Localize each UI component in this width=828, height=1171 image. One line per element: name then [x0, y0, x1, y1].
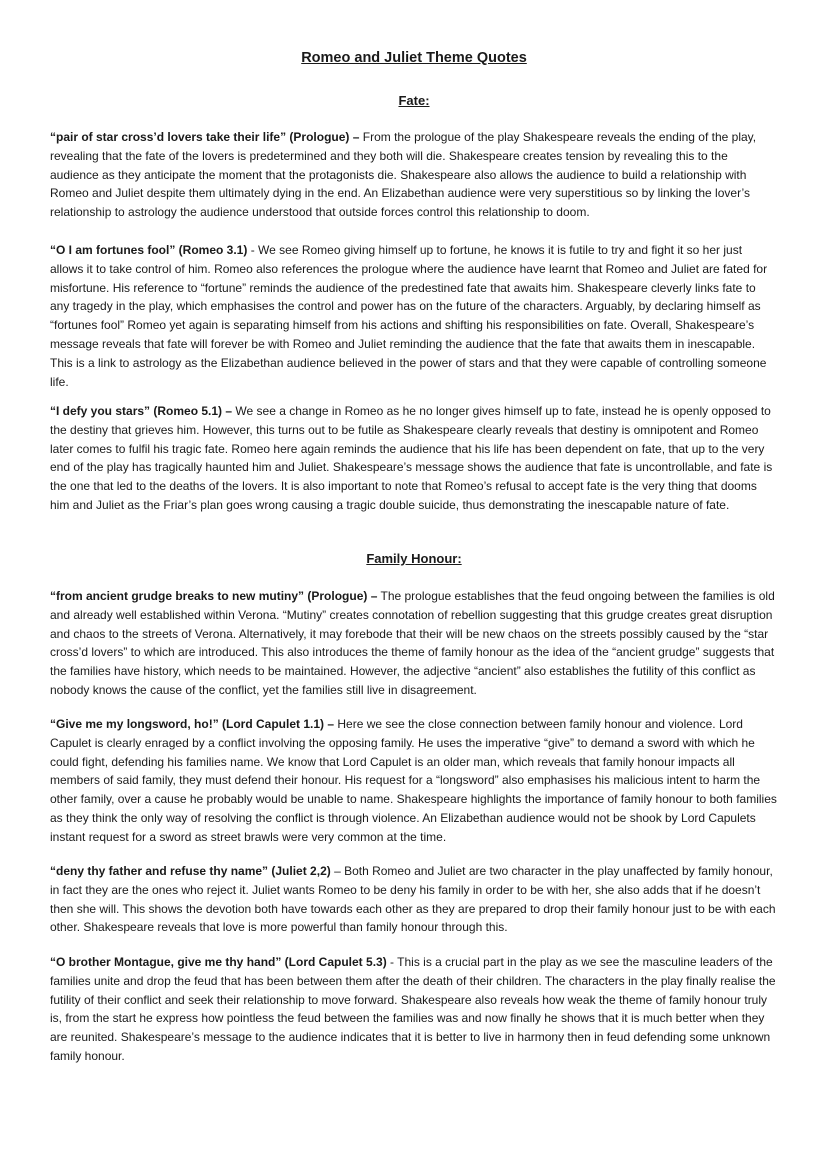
analysis-text: - This is a crucial part in the play as we see the masculine leaders of the families unite and drop the feud that has been between them after the death of their children. The characters in the play finally realise the futility of their conflict and seek their relationship to move forward. Shakespeare also reveals how weak the theme of family honour truly is, from the start he express how pointless the feud between the families was and now finally he shows that it is much better when they are reunited. Shakespeare’s message to the audience indicates that it is better to live in harmony then in feud defending some unknown family honour. [50, 955, 776, 1063]
quote-text: “O I am fortunes fool” (Romeo 3.1) [50, 243, 248, 257]
quote-paragraph [50, 862, 778, 937]
section-heading-fate: Fate: [398, 93, 430, 108]
quote-paragraph [50, 587, 778, 700]
quote-paragraph [50, 241, 778, 391]
quote-paragraph [50, 128, 778, 222]
quote-text: “O brother Montague, give me thy hand” (Lord Capulet 5.3) [50, 955, 387, 969]
analysis-text: We see a change in Romeo as he no longer gives himself up to fate, instead he is openly opposed to the destiny that grieves him. However, this turns out to be futile as Shakespeare clearly reveals that destiny is omnipotent and Romeo later comes to fulfil his tragic fate. Romeo here again reminds the audience that his life has been dependent on fate, that up to the very end of the play has tragically haunted him and Juliet. Shakespeare’s message shows the audience that fate is uncontrollable, and fate is the one that led to the deaths of the lovers. It is also important to note that Romeo’s refusal to accept fate is the very thing that dooms him and Juliet as the Friar’s plan goes wrong causing a tragic double suicide, thus demonstrating the inescapable nature of fate. [50, 404, 773, 512]
quote-text: “I defy you stars” (Romeo 5.1) – [50, 404, 233, 418]
quote-text: “Give me my longsword, ho!” (Lord Capulet 1.1) – [50, 717, 335, 731]
quote-paragraph [50, 402, 778, 515]
quote-paragraph [50, 715, 778, 847]
analysis-text: The prologue establishes that the feud ongoing between the families is old and already well established within Verona. “Mutiny” creates connotation of rebellion suggesting that this grudge creates great disruption and chaos to the streets of Verona. Alternatively, it may forebode that their will be new chaos on the streets possibly caused by the “star cross’d lovers” to which are introduced. This also introduces the theme of family honour as the idea of the “ancient grudge” suggests that the families have history, which needs to be maintained. However, the adjective “ancient” also establishes the futility of this conflict as nobody knows the cause of the conflict, yet the families still live in disagreement. [50, 589, 775, 697]
section-heading-family-honour: Family Honour: [366, 551, 462, 566]
quote-text: “from ancient grudge breaks to new mutiny” (Prologue) – [50, 589, 378, 603]
analysis-text: - We see Romeo giving himself up to fortune, he knows it is futile to try and fight it so her just allows it to take control of him. Romeo also references the prologue where the audience have learnt that Romeo and Juliet are fated for misfortune. His reference to “fortune” reminds the audience of the predestined fate that awaits him. Shakespeare cleverly links fate to any tragedy in the play, which emphasises the control and power has on the future of the characters. Arguably, by declaring himself as “fortunes fool” Romeo yet again is separating himself from his actions and shifting his responsibilities on fate. Overall, Shakespeare’s message reveals that fate will forever be with Romeo and Juliet reminding the audience that the fate that awaits them in inescapable. This is a link to astrology as the Elizabethan audience believed in the power of stars and that they were capable of controlling someone life. [50, 243, 768, 389]
quote-text: “pair of star cross’d lovers take their life” (Prologue) – [50, 130, 360, 144]
analysis-text: – Both Romeo and Juliet are two character in the play unaffected by family honour, in fact they are the ones who reject it. Juliet wants Romeo to be deny his family in order to be with her, she also adds that if he doesn’t then she will. This shows the devotion both have towards each other as they are prepared to drop their family honour just to be with each other. Shakespeare reveals that love is more powerful than family honour through this. [50, 864, 776, 935]
analysis-text: Here we see the close connection between family honour and violence. Lord Capulet is clearly enraged by a conflict involving the opposing family. He uses the imperative “give” to demand a sword with which he could fight, defending his families name. We know that Lord Capulet is an older man, which reveals that family honour impacts all members of said family, they must defend their honour. His request for a “longsword” also emphasises his malicious intent to harm the other family, over a cause he probably would be unable to name. Shakespeare highlights the importance of family honour to both families as they think the only way of resolving the conflict is through violence. An Elizabethan audience would not be shook by Lord Capulets instant request for a sword as street brawls were very common at the time. [50, 717, 777, 844]
quote-text: “deny thy father and refuse thy name” (Juliet 2,2) [50, 864, 331, 878]
analysis-text: From the prologue of the play Shakespeare reveals the ending of the play, revealing that the fate of the lovers is predetermined and they both will die. Shakespeare creates tension by revealing this to the audience as they anticipate the moment that the protagonists die. Shakespeare also allows the audience to build a relationship with Romeo and Juliet despite them ultimately dying in the end. An Elizabethan audience were very superstitious so by linking the lover’s relationship to astrology the audience understood that outside forces control this relationship to doom. [50, 130, 757, 220]
document-title: Romeo and Juliet Theme Quotes [301, 50, 527, 66]
quote-paragraph [50, 953, 778, 1066]
